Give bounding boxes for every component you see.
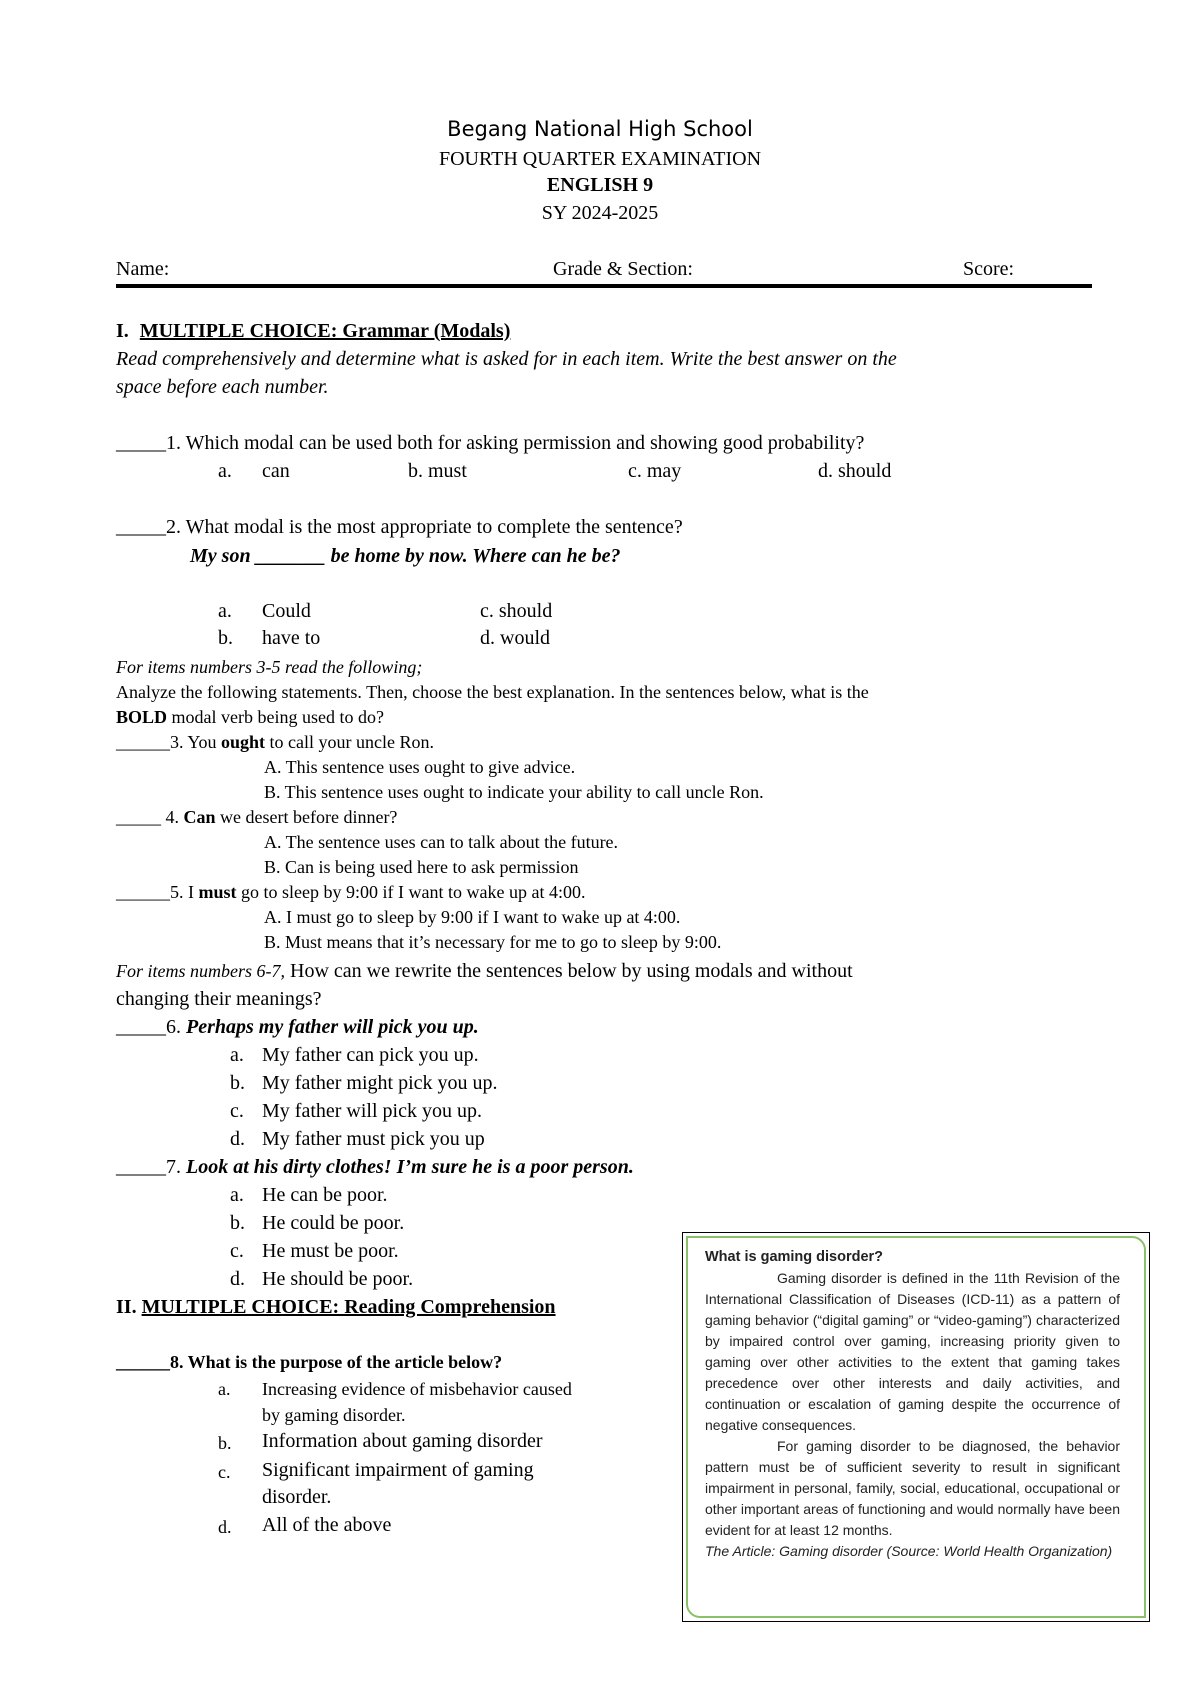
article-box	[682, 1232, 1150, 1622]
q4-option-b: B. Can is being used here to ask permission	[264, 857, 579, 877]
q3-5-intro-italic: For items numbers 3-5 read the following;	[116, 657, 423, 677]
question-number: 7.	[166, 1156, 186, 1178]
q4-option-a: A. The sentence uses can to talk about the future.	[264, 832, 619, 852]
question-text: go to sleep by 9:00 if I want to wake up at 4:00.	[236, 882, 586, 902]
question-number: 6.	[166, 1016, 186, 1038]
answer-blank[interactable]: _____	[116, 1016, 166, 1038]
article-source: The Article: Gaming disorder (Source: World Health Organization)	[705, 1543, 1113, 1559]
q7-option-d: He should be poor.	[262, 1268, 414, 1290]
q8-option-c-line1: Significant impairment of gaming	[262, 1459, 534, 1481]
school-name: Begang National High School	[447, 117, 753, 141]
answer-blank[interactable]: ______	[116, 1352, 170, 1372]
question-sentence: Look at his dirty clothes! I’m sure he is a poor person.	[186, 1156, 634, 1178]
q8-option-d: All of the above	[262, 1514, 392, 1536]
question-number: 4.	[161, 807, 184, 827]
q2-option-a: Could	[262, 600, 311, 622]
q3-5-intro-line1: Analyze the following statements. Then, choose the best explanation. In the sentences below, what is the	[116, 682, 869, 702]
q6-option-b-letter: b.	[230, 1072, 245, 1094]
q5-option-b: B. Must means that it’s necessary for me to go to sleep by 9:00.	[264, 932, 722, 952]
q6-option-c: My father will pick you up.	[262, 1100, 482, 1122]
score-label[interactable]: Score:	[963, 258, 1015, 280]
question-2	[116, 516, 683, 539]
section2-numeral: II.	[116, 1296, 137, 1318]
question-text: 2. What modal is the most appropriate to complete the sentence?	[166, 516, 683, 538]
q5-option-a: A. I must go to sleep by 9:00 if I want to wake up at 4:00.	[264, 907, 681, 927]
name-label[interactable]: Name:	[116, 258, 170, 280]
question-number: 3. You	[170, 732, 222, 752]
intro-rest: modal verb being used to do?	[167, 707, 384, 727]
question-6	[116, 1016, 479, 1039]
q7-option-d-letter: d.	[230, 1268, 245, 1290]
question-text: 8. What is the purpose of the article below?	[170, 1352, 503, 1372]
q7-option-c: He must be poor.	[262, 1240, 399, 1262]
header-divider	[116, 284, 1092, 288]
question-1	[116, 432, 864, 455]
q1-option-b: b. must	[408, 460, 467, 482]
grade-section-label[interactable]: Grade & Section:	[553, 258, 693, 280]
q1-option-c: c. may	[628, 460, 682, 482]
question-4	[116, 807, 397, 828]
section2-heading	[116, 1296, 556, 1319]
article-content	[705, 1247, 1120, 1562]
article-paragraph-1: Gaming disorder is defined in the 11th Revision of the International Classification of Diseases (ICD-11) as a pattern of gaming behavior (“digital gaming” or “video-gaming”) characterized by impaired control over gaming, increasing priority given to gaming over other activities to the extent that gaming takes precedence over other interests and daily activities, and continuation or escalation of gaming despite the occurrence of negative consequences.	[705, 1270, 1120, 1433]
answer-blank[interactable]: _____	[116, 807, 161, 827]
q8-option-c-letter: c.	[218, 1462, 231, 1482]
q6-option-a: My father can pick you up.	[262, 1044, 479, 1066]
article-paragraph-2: For gaming disorder to be diagnosed, the behavior pattern must be of sufficient severity to result in significant impairment in personal, family, social, educational, occupational or other important areas of functioning and would normally have been evident for at least 12 months.	[705, 1438, 1120, 1538]
question-3	[116, 732, 434, 753]
answer-blank[interactable]: _____	[116, 432, 166, 454]
modal-word: must	[198, 882, 237, 902]
q8-option-b-letter: b.	[218, 1433, 232, 1453]
q7-option-a: He can be poor.	[262, 1184, 388, 1206]
q8-option-a-line2: by gaming disorder.	[262, 1405, 406, 1425]
question-text: we desert before dinner?	[215, 807, 398, 827]
q2-option-a-letter: a.	[218, 600, 232, 622]
question-7	[116, 1156, 634, 1179]
q2-option-d: d. would	[480, 627, 550, 649]
question-8	[116, 1352, 502, 1373]
section1-instructions-line2: space before each number.	[116, 376, 329, 398]
answer-blank[interactable]: _____	[116, 516, 166, 538]
q7-option-c-letter: c.	[230, 1240, 244, 1262]
q6-7-intro-line2: changing their meanings?	[116, 988, 322, 1010]
question-number: 5. I	[170, 882, 199, 902]
q7-option-a-letter: a.	[230, 1184, 244, 1206]
section1-numeral: I.	[116, 320, 129, 342]
q6-option-a-letter: a.	[230, 1044, 244, 1066]
q8-option-a-line1: Increasing evidence of misbehavior caused	[262, 1379, 572, 1399]
q2-sentence: My son _______ be home by now. Where can he be?	[190, 545, 621, 567]
q8-option-b: Information about gaming disorder	[262, 1430, 543, 1452]
q1-option-d: d. should	[818, 460, 892, 482]
modal-word: ought	[221, 732, 266, 752]
q7-option-b: He could be poor.	[262, 1212, 405, 1234]
q6-option-d: My father must pick you up	[262, 1128, 485, 1150]
q8-option-d-letter: d.	[218, 1517, 232, 1537]
question-text: 1. Which modal can be used both for asking permission and showing good probability?	[166, 432, 865, 454]
q6-7-intro-line1	[116, 960, 853, 983]
modal-word: Can	[183, 807, 216, 827]
q3-option-a: A. This sentence uses ought to give advice.	[264, 757, 576, 777]
q8-option-a-letter: a.	[218, 1379, 231, 1399]
section1-title: MULTIPLE CHOICE: Grammar (Modals)	[139, 320, 511, 342]
question-sentence: Perhaps my father will pick you up.	[186, 1016, 479, 1038]
question-5	[116, 882, 585, 903]
q2-option-b: have to	[262, 627, 321, 649]
q6-option-b: My father might pick you up.	[262, 1072, 498, 1094]
intro-italic: For items numbers 6-7,	[116, 961, 285, 981]
question-text: to call your uncle Ron.	[265, 732, 435, 752]
q6-option-c-letter: c.	[230, 1100, 244, 1122]
q2-option-b-letter: b.	[218, 627, 233, 649]
q3-option-b: B. This sentence uses ought to indicate your ability to call uncle Ron.	[264, 782, 764, 802]
section2-title: MULTIPLE CHOICE: Reading Comprehension	[141, 1296, 556, 1318]
q7-option-b-letter: b.	[230, 1212, 245, 1234]
answer-blank[interactable]: _____	[116, 1156, 166, 1178]
q3-5-intro-line2	[116, 707, 384, 728]
answer-blank[interactable]: ______	[116, 882, 170, 902]
q1-option-a: can	[262, 460, 290, 482]
bold-word: BOLD	[116, 707, 168, 727]
exam-title: FOURTH QUARTER EXAMINATION	[438, 148, 762, 170]
q6-option-d-letter: d.	[230, 1128, 245, 1150]
school-year: SY 2024-2025	[541, 202, 659, 224]
section1-instructions-line1: Read comprehensively and determine what is asked for in each item. Write the best answer on the	[116, 348, 897, 370]
section1-heading	[116, 320, 510, 343]
article-title: What is gaming disorder?	[705, 1249, 884, 1265]
q8-option-c-line2: disorder.	[262, 1486, 332, 1508]
q2-option-c: c. should	[480, 600, 553, 622]
answer-blank[interactable]: ______	[116, 732, 170, 752]
intro-rest: How can we rewrite the sentences below by using modals and without	[285, 960, 853, 982]
subject-title: ENGLISH 9	[546, 174, 654, 196]
q1-option-a-letter: a.	[218, 460, 232, 482]
